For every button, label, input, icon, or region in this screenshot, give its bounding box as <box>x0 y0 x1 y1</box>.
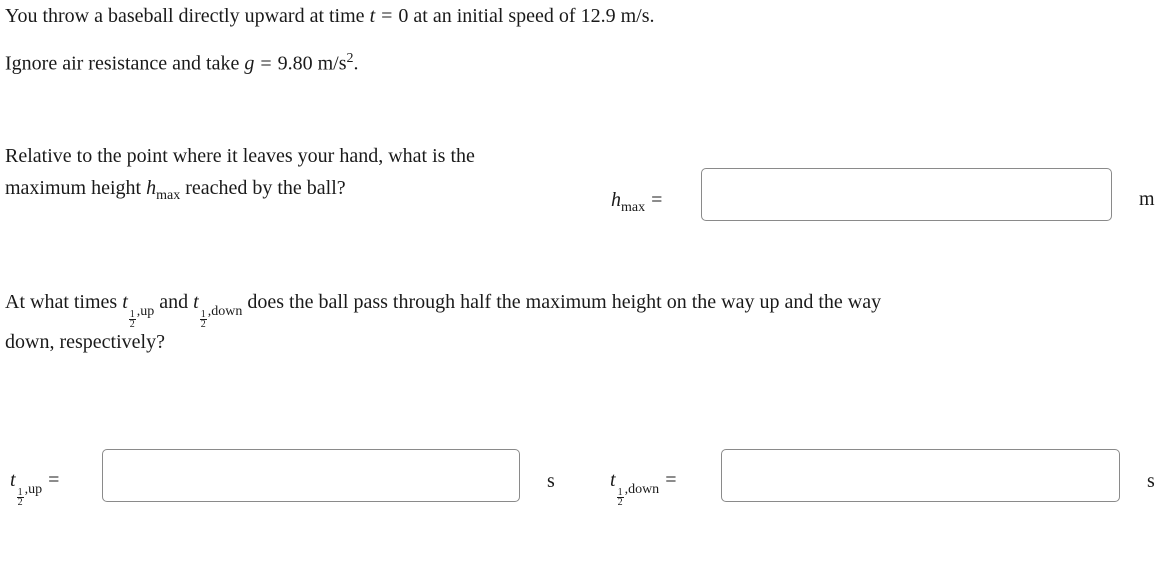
equals-sign: = <box>260 52 272 75</box>
hmax-unit: m <box>1139 188 1155 210</box>
fraction-denominator: 2 <box>200 319 206 330</box>
exponent: 2 <box>346 51 354 66</box>
question-2-line-1 <box>5 289 881 329</box>
problem-text: Ignore air resistance and take <box>5 52 245 75</box>
g-value: 9.80 m/s <box>277 52 347 75</box>
half-fraction <box>200 310 207 329</box>
equals-sign: = <box>665 469 677 491</box>
question-1-line-2 <box>5 175 346 201</box>
hmax-label <box>611 187 668 213</box>
half-fraction <box>129 310 136 329</box>
t-down-label <box>610 467 682 507</box>
equals-sign: = <box>651 189 663 211</box>
question-text: maximum height <box>5 177 147 199</box>
var-t: t <box>122 291 128 313</box>
t-up-unit: s <box>547 470 555 492</box>
problem-text: at an initial speed of 12.9 m/s. <box>408 5 655 27</box>
var-h: h <box>146 177 157 199</box>
fraction-numerator: 1 <box>129 309 135 320</box>
subscript-max: max <box>621 200 646 215</box>
fraction-denominator: 2 <box>129 319 135 330</box>
subscript-max: max <box>156 188 181 203</box>
question-text: reached by the ball? <box>180 177 346 199</box>
problem-text: You throw a baseball directly upward at time <box>5 5 370 27</box>
question-2-line-2 <box>5 329 165 355</box>
var-t: t <box>10 469 16 491</box>
problem-line-2 <box>5 46 359 77</box>
zero-value: 0 <box>398 5 409 27</box>
var-t: t <box>369 5 376 27</box>
subscript-down: ,down <box>624 482 660 497</box>
problem-line-1 <box>5 3 654 29</box>
half-fraction <box>617 488 624 507</box>
subscript-up: ,up <box>24 482 43 497</box>
fraction-denominator: 2 <box>17 497 23 508</box>
fraction-denominator: 2 <box>617 497 623 508</box>
t-half-up-input[interactable] <box>102 449 520 502</box>
subscript-down: ,down <box>207 304 243 319</box>
question-text: down, respectively? <box>5 331 165 353</box>
hmax-input[interactable] <box>701 168 1112 221</box>
period: . <box>353 52 359 75</box>
subscript-up: ,up <box>136 304 155 319</box>
var-t: t <box>610 469 616 491</box>
question-1-line-1 <box>5 143 475 169</box>
t-down-unit: s <box>1147 470 1155 492</box>
fraction-numerator: 1 <box>17 487 23 498</box>
question-text: Relative to the point where it leaves your hand, what is the <box>5 145 475 167</box>
t-up-label <box>10 467 65 507</box>
var-h: h <box>611 189 621 211</box>
fraction-numerator: 1 <box>200 309 206 320</box>
question-text: and <box>154 291 194 313</box>
var-g: g <box>244 52 255 75</box>
var-t: t <box>193 291 199 313</box>
question-text: does the ball pass through half the maximum height on the way up and the way <box>242 291 882 313</box>
question-text: At what times <box>5 291 123 313</box>
fraction-numerator: 1 <box>617 487 623 498</box>
equals-sign: = <box>48 469 60 491</box>
equals-sign: = <box>381 5 393 27</box>
half-fraction <box>17 488 24 507</box>
t-half-down-input[interactable] <box>721 449 1120 502</box>
